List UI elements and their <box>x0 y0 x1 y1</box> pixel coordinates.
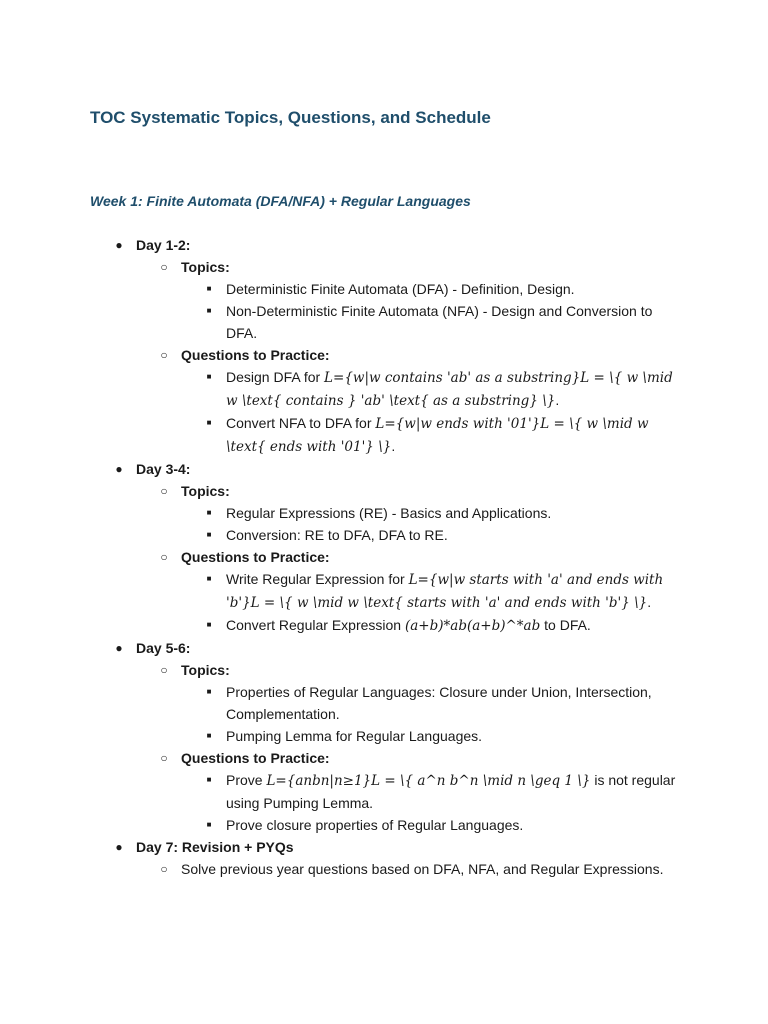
square-bullet-icon: ■ <box>206 530 212 539</box>
question-item: ■ Convert NFA to DFA for L={w|w ends with '01'}L = \{ w \mid w \text{ ends with '01'} \}. <box>181 412 768 458</box>
day-label: Day 1-2: <box>136 237 191 253</box>
square-bullet-icon: ■ <box>206 620 212 629</box>
topics-section <box>136 480 768 546</box>
circle-bullet-icon: ○ <box>160 663 168 677</box>
math-expression: L={w|w contains 'ab' as a substring}L = \{ w \mid w \text{ contains } 'ab' \text{ as a substring} \} <box>226 370 673 409</box>
square-bullet-icon: ■ <box>206 574 212 583</box>
questions-section <box>136 546 768 637</box>
topic-list <box>181 278 768 344</box>
circle-bullet-icon: ○ <box>160 348 168 362</box>
topic-item: ■ Deterministic Finite Automata (DFA) - Definition, Design. <box>181 278 768 300</box>
square-bullet-icon: ■ <box>206 372 212 381</box>
square-bullet-icon: ■ <box>206 284 212 293</box>
topic-list <box>181 502 768 546</box>
day-item <box>0 836 768 880</box>
square-bullet-icon: ■ <box>206 820 212 829</box>
questions-label: Questions to Practice: <box>181 347 330 363</box>
day-list <box>0 234 768 880</box>
math-expression: L={w|w ends with '01'}L = \{ w \mid w \text{ ends with '01'} \} <box>226 416 649 455</box>
circle-bullet-icon: ○ <box>160 550 168 564</box>
bullet-icon: ● <box>115 641 123 655</box>
question-list <box>181 769 768 836</box>
question-item: ■ Design DFA for L={w|w contains 'ab' as a substring}L = \{ w \mid w \text{ contains } 'ab' \text{ as a substring} \}. <box>181 366 768 412</box>
topics-section <box>136 659 768 747</box>
day-item <box>0 458 768 637</box>
day-item <box>0 637 768 836</box>
day-label: Day 5-6: <box>136 640 191 656</box>
questions-label: Questions to Practice: <box>181 750 330 766</box>
question-item: ■ Write Regular Expression for L={w|w starts with 'a' and ends with 'b'}L = \{ w \mid w \text{ starts with 'a' and ends with 'b'} \}. <box>181 568 768 614</box>
square-bullet-icon: ■ <box>206 306 212 315</box>
day-sections <box>136 858 768 880</box>
square-bullet-icon: ■ <box>206 418 212 427</box>
day-label: Day 7: Revision + PYQs <box>136 839 294 855</box>
bullet-icon: ● <box>115 238 123 252</box>
topic-item: ■ Conversion: RE to DFA, DFA to RE. <box>181 524 768 546</box>
questions-label: Questions to Practice: <box>181 549 330 565</box>
day-sections <box>136 480 768 637</box>
question-item: ■ Prove L={anbn|n≥1}L = \{ a^n b^n \mid n \geq 1 \} is not regular using Pumping Lemma. <box>181 769 768 814</box>
math-expression: L={w|w starts with 'a' and ends with 'b'}L = \{ w \mid w \text{ starts with 'a' and ends with 'b'} \} <box>226 572 664 611</box>
topic-item: ■ Regular Expressions (RE) - Basics and Applications. <box>181 502 768 524</box>
day-item <box>0 234 768 458</box>
square-bullet-icon: ■ <box>206 687 212 696</box>
day-sections <box>136 659 768 836</box>
topics-label: Topics: <box>181 259 230 275</box>
question-item: ■ Convert Regular Expression (a+b)*ab(a+b)^*ab to DFA. <box>181 614 768 637</box>
schedule-content <box>0 234 768 880</box>
question-list <box>181 366 768 458</box>
day-sections <box>136 256 768 458</box>
questions-section <box>136 344 768 458</box>
math-expression: L={anbn|n≥1}L = \{ a^n b^n \mid n \geq 1 \} <box>266 773 591 789</box>
math-expression: (a+b)*ab(a+b)^*ab <box>404 618 541 634</box>
topics-label: Topics: <box>181 483 230 499</box>
bullet-icon: ● <box>115 840 123 854</box>
circle-bullet-icon: ○ <box>160 862 168 876</box>
square-bullet-icon: ■ <box>206 775 212 784</box>
questions-section <box>136 747 768 836</box>
circle-bullet-icon: ○ <box>160 484 168 498</box>
circle-bullet-icon: ○ <box>160 751 168 765</box>
day-label: Day 3-4: <box>136 461 191 477</box>
square-bullet-icon: ■ <box>206 508 212 517</box>
topics-section <box>136 256 768 344</box>
topics-label: Topics: <box>181 662 230 678</box>
revision-item: ○ Solve previous year questions based on DFA, NFA, and Regular Expressions. <box>136 858 768 880</box>
question-item: ■ Prove closure properties of Regular Languages. <box>181 814 768 836</box>
week-heading: Week 1: Finite Automata (DFA/NFA) + Regular Languages <box>90 193 471 209</box>
page-title: TOC Systematic Topics, Questions, and Schedule <box>90 108 491 127</box>
square-bullet-icon: ■ <box>206 731 212 740</box>
topic-item: ■ Non-Deterministic Finite Automata (NFA) - Design and Conversion to DFA. <box>181 300 768 344</box>
topic-item: ■ Properties of Regular Languages: Closure under Union, Intersection, Complementation. <box>181 681 768 725</box>
topic-item: ■ Pumping Lemma for Regular Languages. <box>181 725 768 747</box>
question-list <box>181 568 768 637</box>
circle-bullet-icon: ○ <box>160 260 168 274</box>
bullet-icon: ● <box>115 462 123 476</box>
topic-list <box>181 681 768 747</box>
